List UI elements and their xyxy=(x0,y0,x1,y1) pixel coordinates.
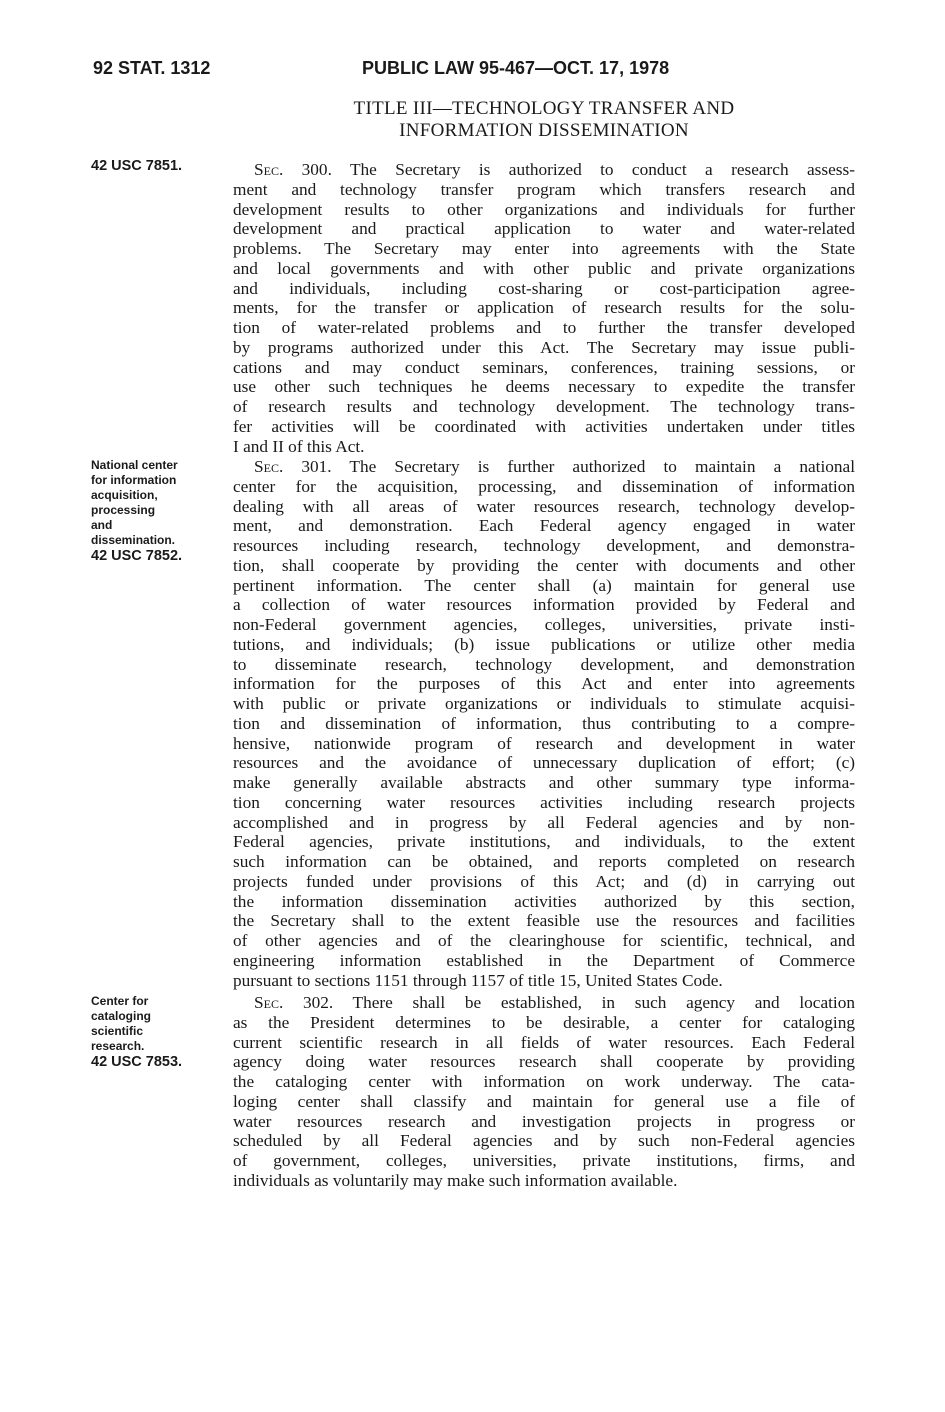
margin-note-sec-301 xyxy=(91,458,219,565)
margin-note-line: and xyxy=(91,518,113,532)
paragraph-line: fer activities will be coordinated with activities undertaken under titles xyxy=(233,416,855,436)
paragraph-line xyxy=(233,993,855,1013)
paragraph-line: ment and technology transfer program which transfers research and xyxy=(233,179,855,199)
margin-note-sec-302 xyxy=(91,994,219,1071)
paragraph-line: ments, for the transfer or application of research results for the solu- xyxy=(233,298,855,318)
section-text: The Secretary is further authorized to maintain a national xyxy=(331,457,855,476)
paragraph-line: dealing with all areas of water resources research, technology develop- xyxy=(233,496,855,516)
paragraph-line: tion, shall cooperate by providing the center with documents and other xyxy=(233,555,855,575)
section-300-paragraph xyxy=(233,160,855,456)
paragraph-line: scheduled by all Federal agencies and by such non-Federal agencies xyxy=(233,1131,855,1151)
margin-note-line: National center xyxy=(91,458,178,472)
title-line: INFORMATION DISSEMINATION xyxy=(399,120,689,141)
paragraph-line: of other agencies and of the clearinghouse for scientific, technical, and xyxy=(233,931,855,950)
paragraph-line xyxy=(233,457,855,477)
margin-note-line: acquisition, xyxy=(91,488,158,502)
section-text: The Secretary is authorized to conduct a research assess- xyxy=(331,160,856,179)
margin-note-line: dissemination. xyxy=(91,533,176,547)
paragraph-line: accomplished and in progress by all Federal agencies and by non- xyxy=(233,812,855,832)
paragraph-line: tutions, and individuals; (b) issue publications or utilize other media xyxy=(233,634,855,654)
paragraph-line: loging center shall classify and maintain for general use a file of xyxy=(233,1091,855,1111)
paragraph-line: such information can be obtained, and reports completed on research xyxy=(233,852,855,871)
usc-citation: 42 USC 7851. xyxy=(91,158,183,174)
paragraph-line: of research results and technology development. The technology trans- xyxy=(233,397,855,416)
paragraph-line: the cataloging center with information on work underway. The cata- xyxy=(233,1072,855,1091)
section-label: Sec. 301. xyxy=(254,457,332,476)
paragraph-line: development and practical application to water and water-related xyxy=(233,219,855,239)
paragraph-line: resources and the avoidance of unnecessary duplication of effort; (c) xyxy=(233,753,855,773)
paragraph-line: and individuals, including cost-sharing or cost-participation agree- xyxy=(233,278,855,298)
paragraph-line: information for the purposes of this Act and enter into agreements xyxy=(233,674,855,694)
section-302-paragraph xyxy=(233,993,855,1191)
paragraph-line: to disseminate research, technology development, and demonstration xyxy=(233,654,855,674)
paragraph-line: use other such techniques he deems necessary to expedite the transfer xyxy=(233,377,855,397)
paragraph-line: the Secretary shall to the extent feasible use the resources and facilities xyxy=(233,911,855,931)
statute-page-number: 92 STAT. 1312 xyxy=(93,58,211,78)
paragraph-line: engineering information established in the Department of Commerce xyxy=(233,950,855,970)
paragraph-line: with public or private organizations or individuals to stimulate acquisi- xyxy=(233,694,855,713)
paragraph-line: projects funded under provisions of this Act; and (d) in carrying out xyxy=(233,871,855,891)
section-text: There shall be established, in such agency and location xyxy=(333,993,855,1012)
paragraph-line xyxy=(233,160,855,180)
paragraph-line: as the President determines to be desirable, a center for cataloging xyxy=(233,1012,855,1032)
paragraph-line: by programs authorized under this Act. The Secretary may issue publi- xyxy=(233,337,855,357)
paragraph-line: development results to other organizations and individuals for further xyxy=(233,199,855,219)
paragraph-line: hensive, nationwide program of research and development in water xyxy=(233,733,855,753)
paragraph-line: pursuant to sections 1151 through 1157 of title 15, United States Code. xyxy=(233,970,723,990)
paragraph-line: tion concerning water resources activities including research projects xyxy=(233,792,855,812)
paragraph-line: ment, and demonstration. Each Federal agency engaged in water xyxy=(233,516,855,536)
margin-note-line: for information xyxy=(91,473,177,487)
section-301-paragraph xyxy=(233,457,855,990)
paragraph-line: the information dissemination activities authorized by this section, xyxy=(233,891,855,911)
margin-note-line: scientific xyxy=(91,1024,144,1038)
title-heading xyxy=(232,98,856,142)
margin-note-sec-300 xyxy=(91,158,219,175)
margin-note-line: Center for xyxy=(91,994,149,1008)
paragraph-line: I and II of this Act. xyxy=(233,436,365,456)
paragraph-line: current scientific research in all fields of water resources. Each Federal xyxy=(233,1032,855,1052)
section-label: Sec. 302. xyxy=(254,993,334,1012)
paragraph-line: individuals as voluntarily may make such information available. xyxy=(233,1170,678,1190)
margin-note-line: cataloging xyxy=(91,1009,152,1023)
paragraph-line: pertinent information. The center shall (a) maintain for general use xyxy=(233,575,855,595)
paragraph-line: problems. The Secretary may enter into agreements with the State xyxy=(233,239,855,258)
paragraph-line: of government, colleges, universities, private institutions, firms, and xyxy=(233,1151,855,1170)
paragraph-line: agency doing water resources research shall cooperate by providing xyxy=(233,1052,855,1072)
usc-citation: 42 USC 7852. xyxy=(91,548,183,564)
margin-note-line: processing xyxy=(91,503,156,517)
title-line: TITLE III—TECHNOLOGY TRANSFER AND xyxy=(353,98,735,119)
paragraph-line: and local governments and with other public and private organizations xyxy=(233,258,855,278)
paragraph-line: make generally available abstracts and other summary type informa- xyxy=(233,773,855,792)
paragraph-line: tion of water-related problems and to further the transfer developed xyxy=(233,318,855,337)
paragraph-line: Federal agencies, private institutions, and individuals, to the extent xyxy=(233,832,855,852)
paragraph-line: non-Federal government agencies, colleges, universities, private insti- xyxy=(233,615,855,634)
public-law-header: PUBLIC LAW 95-467—OCT. 17, 1978 xyxy=(362,58,670,78)
paragraph-line: a collection of water resources information provided by Federal and xyxy=(233,595,855,615)
section-label: Sec. 300. xyxy=(254,160,332,179)
paragraph-line: tion and dissemination of information, thus contributing to a compre- xyxy=(233,713,855,733)
paragraph-line: resources including research, technology development, and demonstra- xyxy=(233,536,855,555)
paragraph-line: water resources research and investigation projects in progress or xyxy=(233,1111,855,1131)
paragraph-line: cations and may conduct seminars, conferences, training sessions, or xyxy=(233,357,855,377)
paragraph-line: center for the acquisition, processing, and dissemination of information xyxy=(233,476,855,496)
margin-note-line: research. xyxy=(91,1039,145,1053)
usc-citation: 42 USC 7853. xyxy=(91,1054,183,1070)
